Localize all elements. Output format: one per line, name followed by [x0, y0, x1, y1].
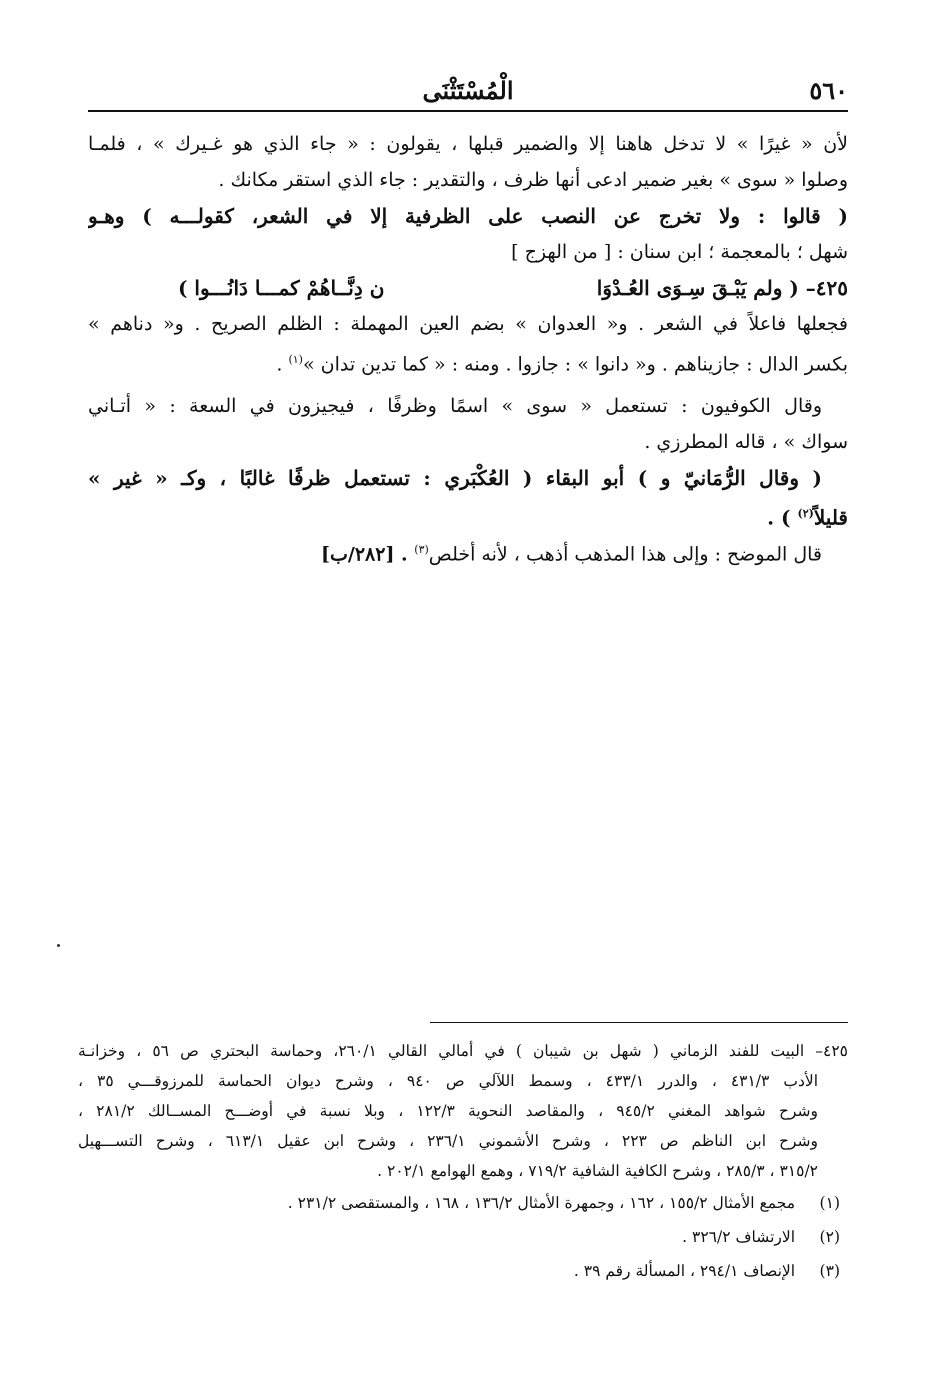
page-header	[88, 76, 848, 106]
text-line	[88, 532, 848, 568]
footnote-ref: (٣)	[414, 543, 429, 556]
stray-mark	[57, 944, 60, 947]
text-segment: ) .	[767, 505, 798, 530]
verse-first-hemistich: ٤٢٥– ( ولم يَبْـقَ سِـوَى العُـدْوَا	[596, 276, 848, 300]
footnote-number: (٢)	[819, 1228, 840, 1246]
text-line: وقال الكوفيون : تستعمل « سوى » اسمًا وظرفًا ، فيجيزون في السعة : « أتـاني	[88, 395, 822, 417]
footnote-ref: (١)	[288, 353, 303, 366]
text-segment: قال الموضح : وإلى هذا المذهب أذهب ، لأنه أخلص	[428, 543, 822, 566]
footnote-line: الأدب ٤٣١/٣ ، والدرر ٤٣٣/١ ، وسمط اللآلي ص ٩٤٠ ، وشرح ديوان الحماسة للمرزوقـــي ٣٥ ،	[78, 1072, 818, 1090]
footnote-number: (٣)	[819, 1262, 840, 1280]
page-number: ٥٦٠	[809, 76, 848, 105]
text-line: وصلوا « سوى » بغير ضمير ادعى أنها ظرف ، والتقدير : جاء الذي استقر مكانك .	[218, 169, 848, 191]
main-text	[88, 126, 848, 568]
text-line: فجعلها فاعلاً في الشعر . و« العدوان » بضم العين المهملة : الظلم الصريح . و« دناهم »	[88, 313, 848, 335]
header-rule	[88, 110, 848, 112]
text-line: ( قالوا : ولا تخرج عن النصب على الظرفية إلا في الشعر، كقولـــه ) وهـو	[88, 204, 848, 228]
footnote-rule	[430, 1022, 848, 1023]
running-title: الْمُسْتَثْنَى	[422, 76, 514, 105]
text-segment: .	[276, 353, 289, 376]
footnote-line: وشرح ابن الناظم ص ٢٢٣ ، وشرح الأشموني ٢٣٦/١ ، وشرح ابن عقيل ٦١٣/١ ، وشرح التســـهيل	[78, 1132, 819, 1150]
text-line	[88, 496, 848, 532]
footnote-line: ٤٢٥– البيت للفند الزماني ( شهل بن شيبان ) في أمالي القالي ٢٦٠/١، وحماسة البحتري ص ٥٦ ، وخزانـة	[78, 1042, 848, 1060]
text-line: سواك » ، قاله المطرزي .	[644, 431, 848, 453]
text-line: لأن « غيرًا » لا تدخل هاهنا إلا والضمير قبلها ، يقولون : « جاء الذي هو غـيرك » ، فلمـا	[88, 133, 848, 155]
footnote-ref: (٢)	[797, 507, 814, 520]
footnote-line: وشرح شواهد المغني ٩٤٥/٢ ، والمقاصد النحوية ١٢٢/٣ ، وبلا نسبة في أوضـــح المســالك ٢٨١/٢ ،	[78, 1102, 818, 1120]
footnotes	[78, 1036, 848, 1288]
text-line: ( وقال الرُّمَانيّ و ) أبو البقاء ( العُكْبَري : تستعمل ظرفًا غالبًا ، وكـ « غير »	[88, 466, 822, 490]
verse-second-hemistich: ن دِنَّــاهُمْ كمـــا دَانُـــوا )	[178, 276, 385, 300]
text-segment: قليلاً	[813, 505, 848, 530]
footnote-item	[78, 1186, 848, 1220]
footnote-line: ٣١٥/٢ ، ٢٨٥/٣ ، وشرح الكافية الشافية ٧١٩/٢ ، وهمع الهوامع ٢٠٢/١ .	[377, 1162, 818, 1180]
text-line	[88, 342, 848, 378]
footnote-item	[78, 1220, 848, 1254]
footnote-text: الارتشاف ٣٢٦/٢ .	[682, 1228, 796, 1246]
text-segment: بكسر الدال : جازيناهم . و« دانوا » : جازوا . ومنه : « كما تدين تدان »	[302, 353, 848, 376]
footnote-number: (١)	[819, 1194, 840, 1212]
footnote-text: مجمع الأمثال ١٥٥/٢ ، ١٦٢ ، وجمهرة الأمثال ١٣٦/٢ ، ١٦٨ ، والمستقصى ٢٣١/٢ .	[287, 1194, 796, 1212]
poetry-verse	[88, 270, 848, 306]
footnote-text: الإنصاف ٢٩٤/١ ، المسألة رقم ٣٩ .	[573, 1262, 796, 1280]
footnote-item	[78, 1254, 848, 1288]
text-segment: . [٢٨٢/ب]	[320, 543, 415, 566]
text-line: شهل ؛ بالمعجمة ؛ ابن سنان : [ من الهزج ]	[511, 241, 848, 263]
